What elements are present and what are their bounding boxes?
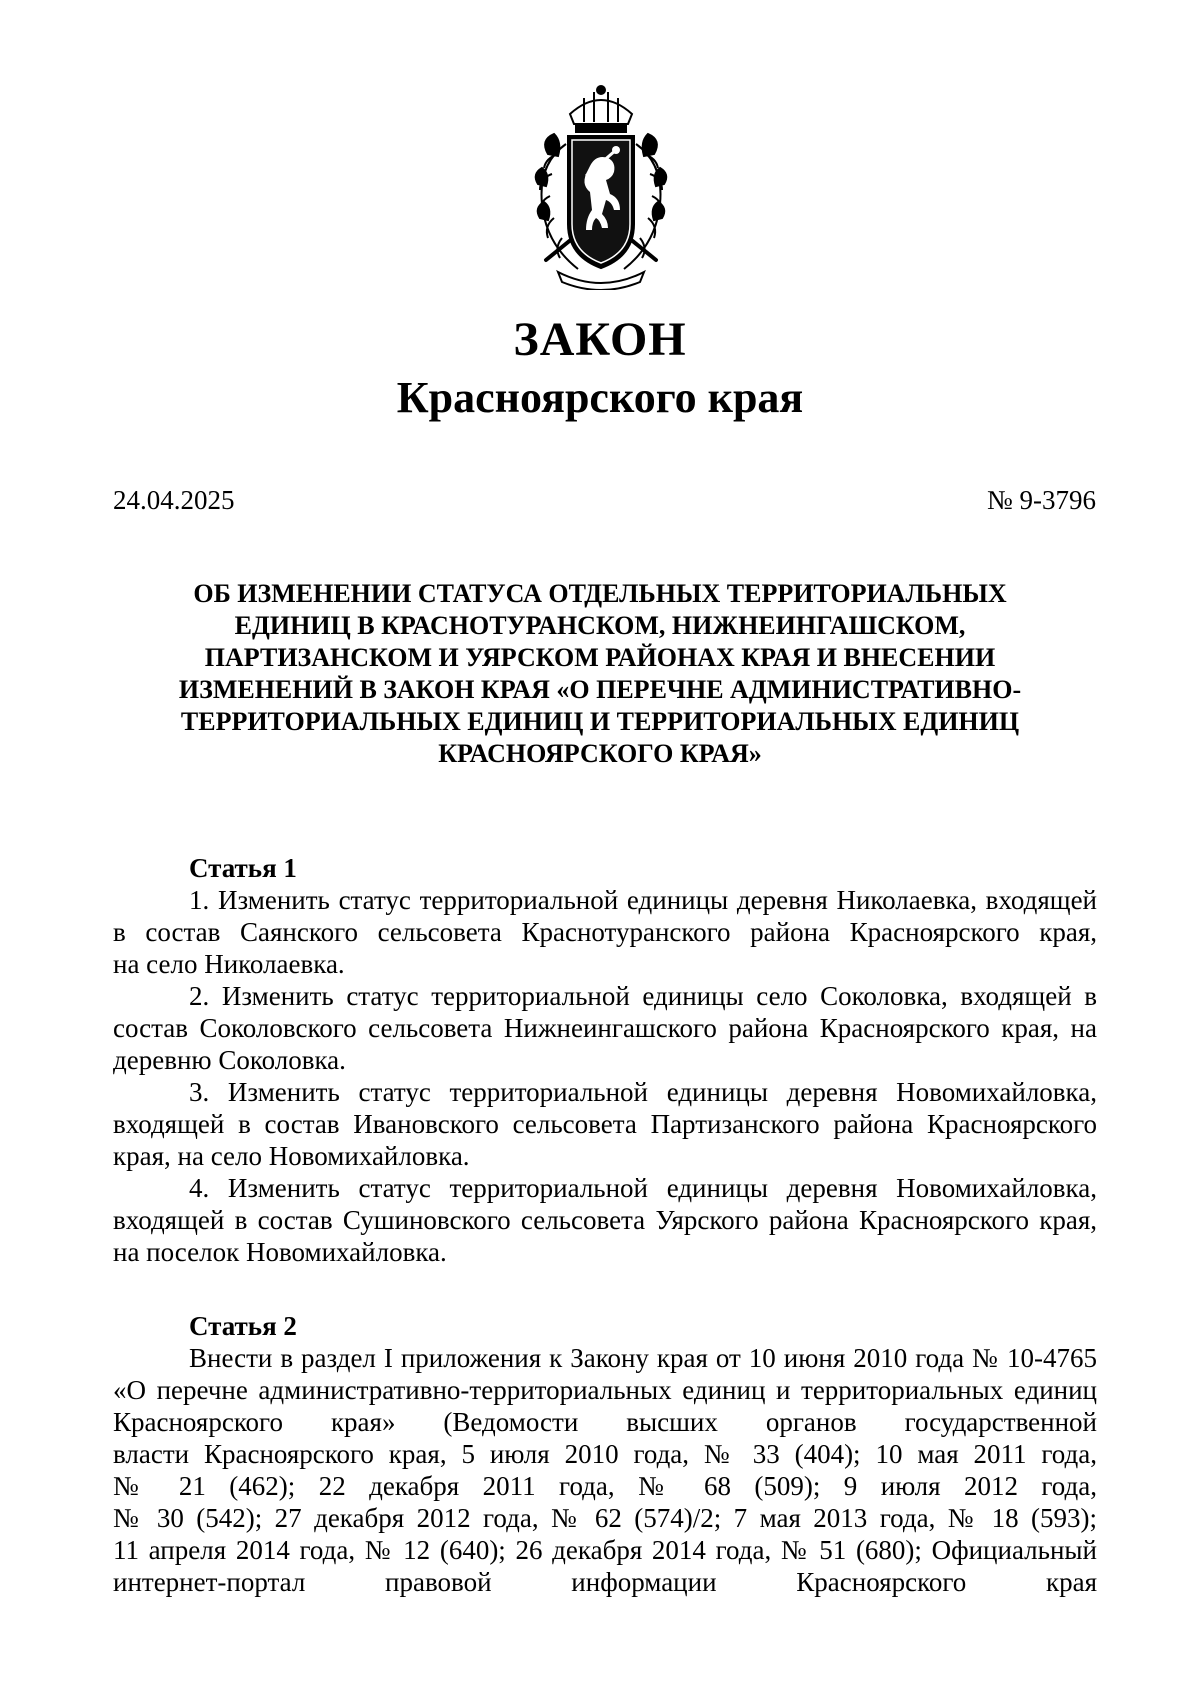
article-line: 2. Изменить статус территориальной единицы село Соколовка, входящей в bbox=[189, 981, 1097, 1011]
law-title-line: ТЕРРИТОРИАЛЬНЫХ ЕДИНИЦ И ТЕРРИТОРИАЛЬНЫХ ЕДИНИЦ bbox=[180, 707, 1020, 736]
article-line: состав Соколовского сельсовета Нижнеингашского района Красноярского края, на bbox=[113, 1013, 1097, 1043]
law-title-line: ЕДИНИЦ В КРАСНОТУРАНСКОМ, НИЖНЕИНГАШСКОМ, bbox=[234, 611, 966, 640]
article-line: края, на село Новомихайловка. bbox=[113, 1141, 470, 1171]
article-line: на село Николаевка. bbox=[113, 949, 345, 979]
law-title-line: КРАСНОЯРСКОГО КРАЯ» bbox=[438, 739, 762, 768]
article-line: деревню Соколовка. bbox=[113, 1045, 346, 1075]
article-line: 4. Изменить статус территориальной единицы деревня Новомихайловка, bbox=[189, 1173, 1097, 1203]
article-line: 1. Изменить статус территориальной единицы деревня Николаевка, входящей bbox=[189, 885, 1097, 915]
article-line: власти Красноярского края, 5 июля 2010 года, № 33 (404); 10 мая 2011 года, bbox=[113, 1439, 1097, 1469]
article-1-item-4 bbox=[113, 1172, 1097, 1268]
article-2-text bbox=[113, 1342, 1097, 1598]
article-line: Красноярского края» (Ведомости высших органов государственной bbox=[113, 1407, 1097, 1437]
article-line: № 30 (542); 27 декабря 2012 года, № 62 (574)/2; 7 мая 2013 года, № 18 (593); bbox=[113, 1503, 1097, 1533]
article-line: входящей в состав Сушиновского сельсовета Уярского района Красноярского края, bbox=[113, 1205, 1097, 1235]
law-title bbox=[150, 578, 1050, 770]
article-2-heading: Статья 2 bbox=[189, 1311, 297, 1341]
article-2 bbox=[113, 1310, 1097, 1598]
issuing-authority-subtitle: Красноярского края bbox=[396, 373, 804, 422]
article-line: интернет-портал правовой информации Красноярского края bbox=[113, 1567, 1097, 1597]
article-line: на поселок Новомихайловка. bbox=[113, 1237, 447, 1267]
article-line: 3. Изменить статус территориальной единицы деревня Новомихайловка, bbox=[189, 1077, 1097, 1107]
document-type-title: ЗАКОН bbox=[513, 313, 687, 366]
law-title-line: ПАРТИЗАНСКОМ И УЯРСКОМ РАЙОНАХ КРАЯ И ВНЕСЕНИИ bbox=[204, 643, 996, 672]
law-title-line: ИЗМЕНЕНИЙ В ЗАКОН КРАЯ «О ПЕРЕЧНЕ АДМИНИСТРАТИВНО- bbox=[178, 675, 1022, 704]
article-1-item-3 bbox=[113, 1076, 1097, 1172]
article-1-item-2 bbox=[113, 980, 1097, 1076]
law-date: 24.04.2025 bbox=[113, 485, 235, 515]
article-line: № 21 (462); 22 декабря 2011 года, № 68 (509); 9 июля 2012 года, bbox=[113, 1471, 1097, 1501]
article-1-heading: Статья 1 bbox=[189, 853, 297, 883]
law-number: № 9-3796 bbox=[986, 485, 1096, 515]
coat-of-arms-icon bbox=[528, 84, 674, 290]
article-1 bbox=[113, 852, 1097, 1268]
article-line: «О перечне административно-территориальных единиц и территориальных единиц bbox=[113, 1375, 1097, 1405]
article-1-item-1 bbox=[113, 884, 1097, 980]
law-title-line: ОБ ИЗМЕНЕНИИ СТАТУСА ОТДЕЛЬНЫХ ТЕРРИТОРИАЛЬНЫХ bbox=[193, 579, 1007, 608]
article-line: 11 апреля 2014 года, № 12 (640); 26 декабря 2014 года, № 51 (680); Официальный bbox=[113, 1535, 1097, 1565]
article-line: входящей в состав Ивановского сельсовета Партизанского района Красноярского bbox=[113, 1109, 1097, 1139]
article-line: в состав Саянского сельсовета Краснотуранского района Красноярского края, bbox=[113, 917, 1097, 947]
article-line: Внести в раздел I приложения к Закону края от 10 июня 2010 года № 10-4765 bbox=[189, 1343, 1097, 1373]
